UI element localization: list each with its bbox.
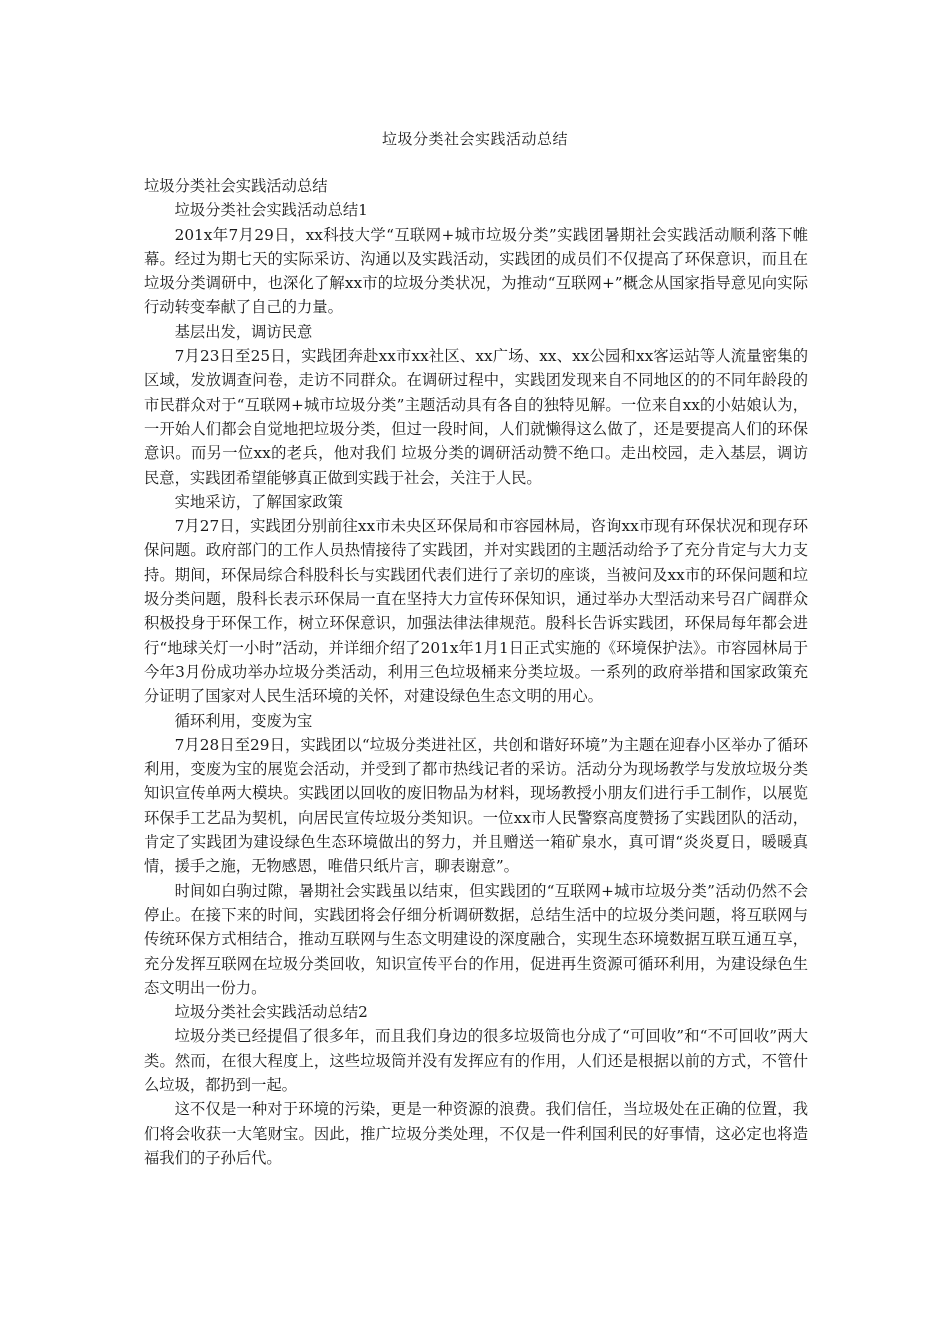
paragraph: 201x年7月29日，xx科技大学“互联网+城市垃圾分类”实践团暑期社会实践活动顺利落下帷幕。经过为期七天的实际采访、沟通以及实践活动，实践团的成员们不仅提高了环保意识，而且在垃圾分类调研中，也深化了解xx市的垃圾分类状况，为推动“互联网+”概念从国家指导意见向实际行动转变奉献了自己的力量。 (144, 225, 808, 317)
paragraph: 垃圾分类社会实践活动总结1 (174, 201, 368, 220)
paragraph: 垃圾分类已经提倡了很多年，而且我们身边的很多垃圾筒也分成了“可回收”和“不可回收”两大类。然而，在很大程度上，这些垃圾筒并没有发挥应有的作用，人们还是根据以前的方式，不管什么垃圾，都扔到一起。 (144, 1027, 808, 1094)
paragraph: 基层出发，调访民意 (174, 322, 313, 341)
paragraph: 实地采访，了解国家政策 (174, 492, 343, 511)
paragraph: 垃圾分类社会实践活动总结 (144, 177, 328, 195)
document-body (144, 174, 808, 1170)
paragraph: 7月27日，实践团分别前往xx市未央区环保局和市容园林局，咨询xx市现有环保状况和现存环保问题。政府部门的工作人员热情接待了实践团，并对实践团的主题活动给予了充分肯定与大力支持。期间，环保局综合科股科长与实践团代表们进行了亲切的座谈，当被问及xx市的环保问题和垃圾分类问题，殷科长表示环保局一直在坚持大力宣传环保知识，通过举办大型活动来号召广阔群众积极投身于环保工作，树立环保意识，加强法律法律规范。殷科长告诉实践团，环保局每年都会进行“地球关灯一小时”活动，并详细介绍了201x年1月1日正式实施的《环境保护法》。市容园林局于今年3月份成功举办垃圾分类活动，利用三色垃圾桶来分类垃圾。一系列的政府举措和国家政策充分证明了国家对人民生活环境的关怀，对建设绿色生态文明的用心。 (144, 517, 808, 706)
document-title: 垃圾分类社会实践活动总结 (381, 130, 568, 148)
paragraph: 这不仅是一种对于环境的污染，更是一种资源的浪费。我们信任，当垃圾处在正确的位置，我们将会收获一大笔财宝。因此，推广垃圾分类处理，不仅是一件利国利民的好事情，这必定也将造福我们的子孙后代。 (144, 1100, 808, 1167)
paragraph: 7月28日至29日，实践团以“垃圾分类进社区，共创和谐好环境”为主题在迎春小区举办了循环利用，变废为宝的展览会活动，并受到了都市热线记者的采访。活动分为现场教学与发放垃圾分类知识宣传单两大模块。实践团以回收的废旧物品为材料，现场教授小朋友们进行手工制作，以展览环保手工艺品为契机，向居民宣传垃圾分类知识。一位xx市人民警察高度赞扬了实践团队的活动，肯定了实践团为建设绿色生态环境做出的努力，并且赠送一箱矿泉水，真可谓“炎炎夏日，暖暖真情，援手之施，无物感恩，唯借只纸片言，聊表谢意”。 (144, 735, 808, 876)
paragraph: 时间如白驹过隙，暑期社会实践虽以结束，但实践团的“互联网+城市垃圾分类”活动仍然不会停止。在接下来的时间，实践团将会仔细分析调研数据，总结生活中的垃圾分类问题，将互联网与传统环保方式相结合，推动互联网与生态文明建设的深度融合，实现生态环境数据互联互通互享，充分发挥互联网在垃圾分类回收，知识宣传平台的作用，促进再生资源可循环利用，为建设绿色生态文明出一份力。 (144, 881, 808, 997)
paragraph: 7月23日至25日，实践团奔赴xx市xx社区、xx广场、xx、xx公园和xx客运站等人流量密集的区域，发放调查问卷，走访不同群众。在调研过程中，实践团发现来自不同地区的的不同年龄段的市民群众对于“互联网+城市垃圾分类”主题活动具有各自的独特见解。一位来自xx的小姑娘认为，一开始人们都会自觉地把垃圾分类，但过一段时间，人们就懒得这么做了，还是要提高人们的环保意识。而另一位xx的老兵，他对我们 垃圾分类的调研活动赞不绝口。走出校园，走入基层，调访民意，实践团希望能够真正做到实践于社会，关注于人民。 (144, 347, 808, 487)
paragraph: 垃圾分类社会实践活动总结2 (174, 1003, 368, 1022)
paragraph: 循环利用，变废为宝 (174, 711, 313, 730)
